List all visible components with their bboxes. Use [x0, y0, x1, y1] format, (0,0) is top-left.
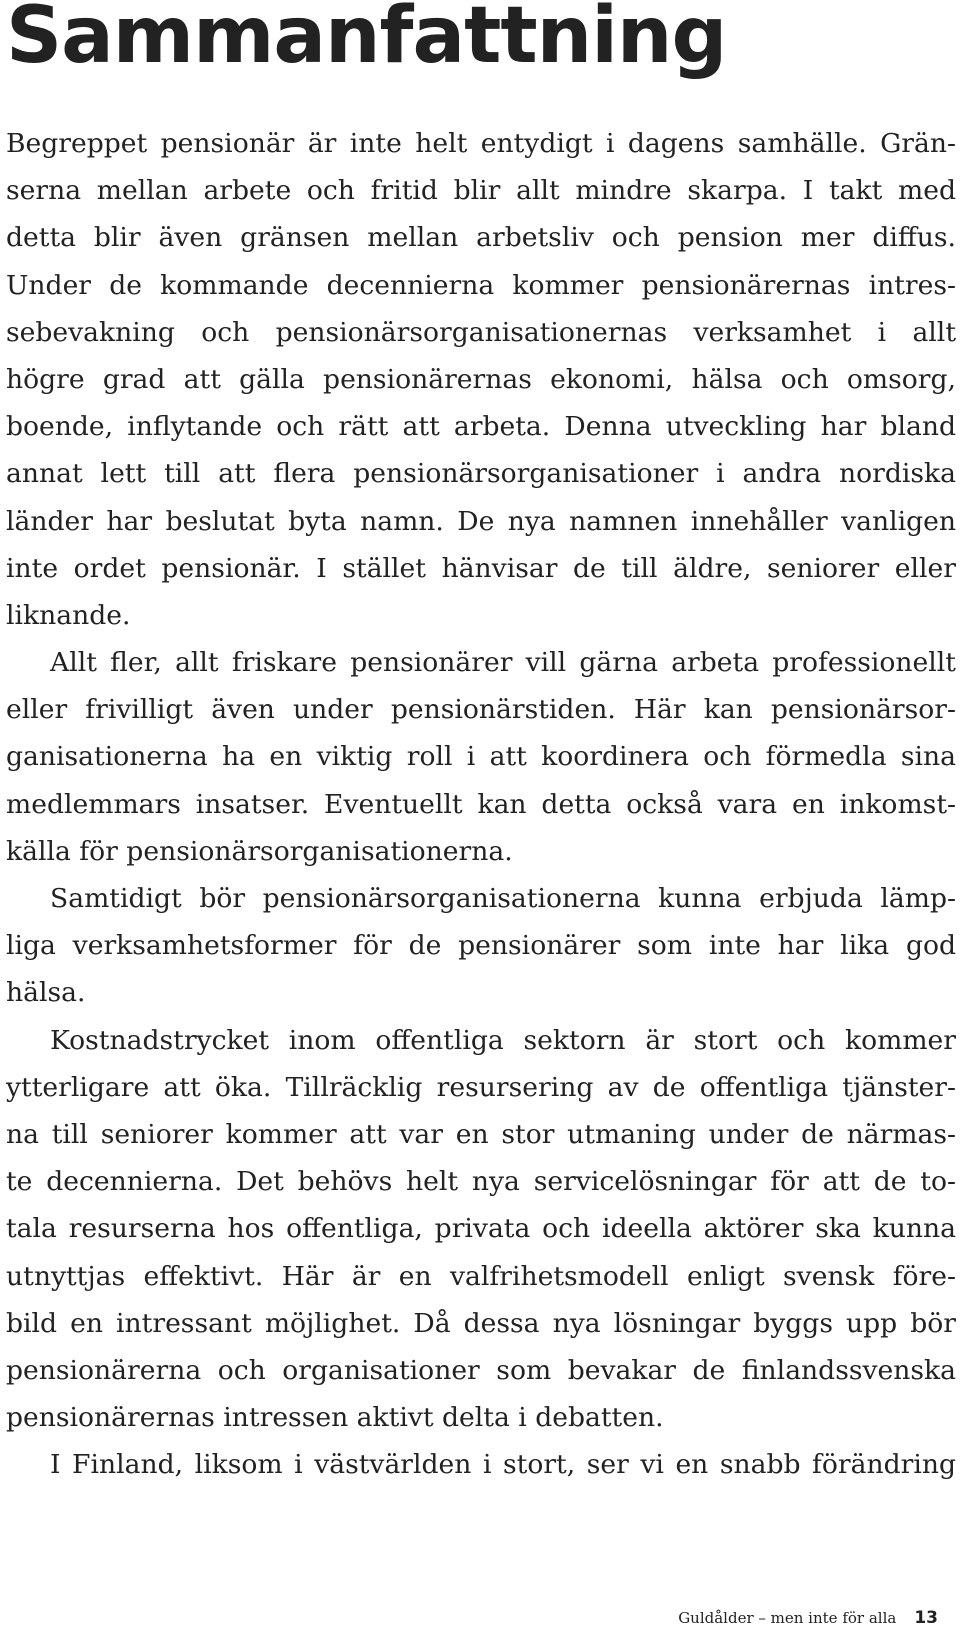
paragraph-4-line-4: te decennierna. Det behövs helt nya servicelösningar för att de to- — [6, 1166, 956, 1198]
paragraph-4-line-1: Kostnadstrycket inom offentliga sektorn är stort och kommer — [50, 1024, 956, 1056]
paragraph-4-line-7: bild en intressant möjlighet. Då dessa nya lösningar byggs upp bör — [6, 1307, 956, 1339]
paragraph-1-line-7: boende, inflytande och rätt att arbeta. Denna utveckling har bland — [6, 411, 956, 443]
paragraph-1-line-1: Begreppet pensionär är inte helt entydigt i dagens samhälle. Grän- — [6, 128, 956, 159]
paragraph-1-line-10: inte ordet pensionär. I stället hänvisar de till äldre, seniorer eller — [6, 552, 956, 584]
paragraph-1-line-11: liknande. — [6, 599, 131, 631]
paragraph-1-line-6: högre grad att gälla pensionärernas ekonomi, hälsa och omsorg, — [6, 363, 956, 395]
paragraph-3-line-1: Samtidigt bör pensionärsorganisationerna kunna erbjuda lämp- — [50, 883, 956, 914]
paragraph-4-line-5: tala resurserna hos offentliga, privata och ideella aktörer ska kunna — [6, 1213, 956, 1245]
paragraph-2-line-3: ganisationerna ha en viktig roll i att koordinera och förmedla sina — [6, 741, 956, 773]
paragraph-3-line-3: hälsa. — [6, 977, 86, 1009]
paragraph-4-line-2: ytterligare att öka. Tillräcklig resursering av de offentliga tjänster- — [6, 1071, 956, 1103]
paragraph-4-line-8: pensionärerna och organisationer som bevakar de finlandssvenska — [6, 1354, 956, 1386]
paragraph-3-line-2: liga verksamhetsformer för de pensionärer som inte har lika god — [6, 930, 956, 962]
paragraph-1-line-8: annat lett till att flera pensionärsorganisationer i andra nordiska — [6, 458, 956, 490]
paragraph-2-line-2: eller frivilligt även under pensionärstiden. Här kan pensionärsor- — [6, 694, 956, 726]
summary-body — [6, 120, 956, 1488]
paragraph-1-line-2: serna mellan arbete och fritid blir allt mindre skarpa. I takt med — [6, 175, 956, 207]
paragraph-2-line-4: medlemmars insatser. Eventuellt kan detta också vara en inkomst- — [6, 788, 956, 820]
paragraph-5-line-1: I Finland, liksom i västvärlden i stort, ser vi en snabb förändring — [50, 1449, 956, 1481]
paragraph-4-line-6: utnyttjas effektivt. Här är en valfrihetsmodell enligt svensk före- — [6, 1260, 956, 1292]
paragraph-2-line-1: Allt fler, allt friskare pensionärer vill gärna arbeta professionellt — [50, 647, 956, 679]
paragraph-1-line-4: Under de kommande decennierna kommer pensionärernas intres- — [6, 269, 956, 301]
page-number: 13 — [914, 1608, 938, 1628]
paragraph-4-line-9: pensionärernas intressen aktivt delta i debatten. — [6, 1402, 664, 1434]
paragraph-2-line-5: källa för pensionärsorganisationerna. — [6, 835, 513, 867]
page-title: Sammanfattning — [6, 0, 727, 81]
paragraph-1-line-5: sebevakning och pensionärsorganisationernas verksamhet i allt — [6, 316, 956, 348]
paragraph-4-line-3: na till seniorer kommer att var en stor utmaning under de närmas- — [6, 1118, 956, 1150]
page-footer — [678, 1608, 938, 1628]
paragraph-1-line-9: länder har beslutat byta namn. De nya namnen innehåller vanligen — [6, 505, 956, 537]
running-title: Guldålder – men inte för alla — [678, 1609, 897, 1627]
paragraph-1-line-3: detta blir även gränsen mellan arbetsliv och pension mer diffus. — [6, 222, 956, 254]
